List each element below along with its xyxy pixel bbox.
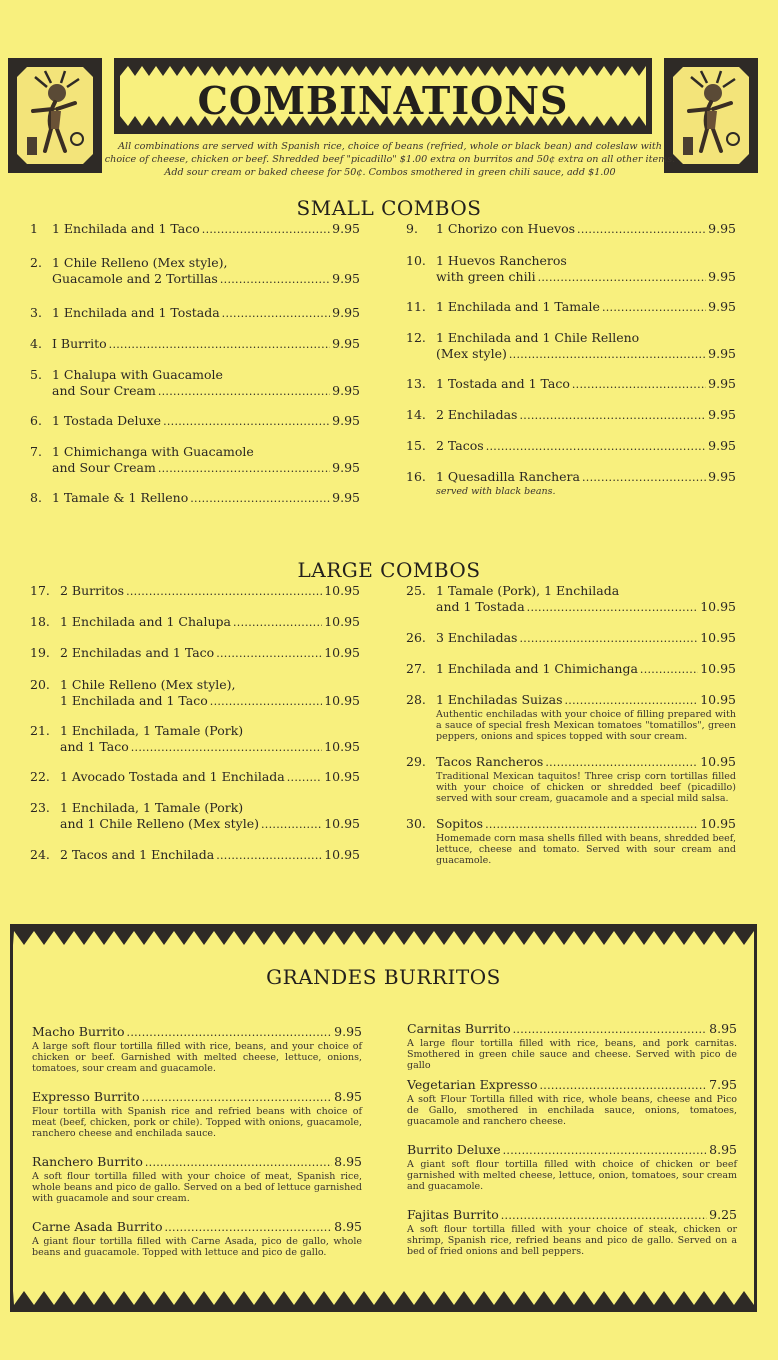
title-banner [114, 58, 652, 134]
item-name: and 1 Tostada [436, 599, 525, 614]
item-number: 29. [406, 754, 426, 769]
item-number: 16. [406, 469, 426, 484]
dot-leader [190, 490, 330, 507]
item-number: 21. [30, 723, 50, 738]
item-name: 1 Tostada and 1 Taco [436, 376, 570, 391]
item-name: 1 Chorizo con Huevos [436, 221, 576, 236]
menu-item [30, 413, 360, 430]
item-price: 9.95 [708, 221, 736, 236]
dot-leader [109, 336, 331, 353]
item-description: Homemade corn masa shells filled with beans, shredded beef, lettuce, cheese and tomato. Served with sour cream and guacamole. [436, 833, 736, 866]
menu-item [30, 677, 360, 710]
menu-item [406, 330, 736, 363]
item-price: 9.95 [708, 299, 736, 314]
item-number: 4. [30, 336, 42, 351]
dot-leader [202, 221, 330, 238]
section-title-large-combos: LARGE COMBOS [297, 558, 481, 582]
menu-item [406, 630, 736, 647]
intro-text [100, 140, 680, 179]
item-price: 9.95 [708, 438, 736, 453]
item-number: 28. [406, 692, 426, 707]
item-price: 9.95 [708, 407, 736, 422]
item-price: 10.95 [324, 816, 360, 831]
dot-leader [210, 693, 322, 710]
burrito-price: 8.95 [334, 1219, 362, 1234]
item-number: 11. [406, 299, 426, 314]
dot-leader [577, 221, 706, 238]
dot-leader [509, 346, 706, 363]
item-number: 27. [406, 661, 426, 676]
item-price: 10.95 [324, 847, 360, 862]
item-name: 1 Enchilada and 1 Chimichanga [436, 661, 638, 676]
item-name: 1 Enchilada and 1 Tostada [52, 305, 220, 320]
burrito-price: 9.25 [709, 1207, 737, 1222]
item-number: 9. [406, 221, 418, 236]
item-note: served with black beans. [436, 486, 556, 497]
item-name: 1 Tamale (Pork), 1 Enchilada [436, 583, 620, 598]
burrito-item [407, 1077, 737, 1127]
dot-leader [233, 614, 322, 631]
item-price: 9.95 [708, 269, 736, 284]
menu-item [30, 800, 360, 833]
burrito-name: Ranchero Burrito [32, 1154, 143, 1169]
burrito-name: Carne Asada Burrito [32, 1219, 163, 1234]
burrito-description: A giant flour tortilla filled with Carne Asada, pico de gallo, whole beans and guacamole. Topped with lettuce and pico de gallo. [32, 1236, 362, 1258]
item-price: 9.95 [708, 376, 736, 391]
menu-item [30, 444, 360, 477]
burrito-price: 8.95 [709, 1021, 737, 1036]
item-name: 1 Chalupa with Guacamole [52, 367, 223, 382]
item-price: 10.95 [324, 739, 360, 754]
item-name: 2 Tacos and 1 Enchilada [60, 847, 215, 862]
dot-leader [220, 271, 330, 288]
item-number: 18. [30, 614, 50, 629]
burrito-item [32, 1024, 362, 1074]
item-name: 3 Enchiladas [436, 630, 518, 645]
menu-item [406, 469, 736, 497]
burrito-description: A large soft flour tortilla filled with rice, beans, and your choice of chicken or beef. Garnished with melted cheese, lettuce, onions, tomatoes, sour cream and guacamole. [32, 1041, 362, 1074]
item-name: 1 Enchilada and 1 Taco [60, 693, 208, 708]
item-number: 12. [406, 330, 426, 345]
item-name: 1 Enchilada and 1 Tamale [436, 299, 600, 314]
item-number: 8. [30, 490, 42, 505]
menu-item [30, 255, 360, 288]
burrito-description: Flour tortilla with Spanish rice and refried beans with choice of meat (beef, chicken, pork or chile). Topped with onions, guacamole, ranchero cheese and enchilada sauce. [32, 1106, 362, 1139]
item-price: 9.95 [332, 271, 360, 286]
burrito-description: A large flour tortilla filled with rice, beans, and pork carnitas. Smothered in green chile sauce and cheese. Served with pico de gallo [407, 1038, 737, 1071]
item-number: 2. [30, 255, 42, 270]
dot-leader [216, 847, 322, 864]
item-description: Traditional Mexican taquitos! Three crisp corn tortillas filled with your choice of chicken or shredded beef (picadillo) served with sour cream, guacamole and a special mild salsa. [436, 771, 736, 804]
menu-item [406, 438, 736, 455]
item-name: and 1 Chile Relleno (Mex style) [60, 816, 260, 831]
burrito-item [407, 1207, 737, 1257]
menu-item [406, 583, 736, 616]
menu-item [30, 847, 360, 864]
menu-item [406, 253, 736, 286]
burrito-description: A giant soft flour tortilla filled with choice of chicken or beef garnished with melted cheese, lettuce, onion, tomatoes, sour cream and guacamole. [407, 1159, 737, 1192]
menu-item [406, 376, 736, 393]
dot-leader [127, 1024, 333, 1041]
burrito-price: 8.95 [334, 1154, 362, 1169]
item-number: 5. [30, 367, 42, 382]
burrito-name: Macho Burrito [32, 1024, 125, 1039]
dot-leader [527, 599, 699, 616]
burrito-name: Carnitas Burrito [407, 1021, 511, 1036]
item-number: 30. [406, 816, 426, 831]
item-name: (Mex style) [436, 346, 507, 361]
item-name: with green chili [436, 269, 536, 284]
item-price: 9.95 [708, 346, 736, 361]
menu-item [406, 754, 736, 804]
item-price: 9.95 [332, 221, 360, 236]
dot-leader [126, 583, 322, 600]
item-price: 10.95 [700, 661, 736, 676]
menu-item [30, 769, 360, 786]
item-price: 9.95 [332, 336, 360, 351]
dot-leader [485, 816, 698, 833]
menu-item [30, 305, 360, 322]
item-price: 10.95 [324, 693, 360, 708]
item-description: Authentic enchiladas with your choice of filling prepared with a sauce of special fresh Mexican tomatoes "tomatillos", green peppers, onions and spices topped with sour cream. [436, 709, 736, 742]
burrito-description: A soft flour tortilla filled with your choice of steak, chicken or shrimp, Spanish rice, refried beans and pico de gallo. Served on a bed of fried onions and bell peppers. [407, 1224, 737, 1257]
item-name: 1 Enchiladas Suizas [436, 692, 563, 707]
burrito-name: Vegetarian Expresso [407, 1077, 538, 1092]
item-number: 10. [406, 253, 426, 268]
dot-leader [538, 269, 707, 286]
dot-leader [164, 1219, 332, 1236]
burrito-item [32, 1089, 362, 1139]
item-name: 1 Huevos Rancheros [436, 253, 567, 268]
item-number: 17. [30, 583, 50, 598]
grandes-burritos-box [10, 924, 757, 1312]
item-name: 1 Chimichanga with Guacamole [52, 444, 254, 459]
dot-leader [142, 1089, 333, 1106]
item-price: 10.95 [324, 583, 360, 598]
item-name: 1 Quesadilla Ranchera [436, 469, 580, 484]
menu-item [406, 816, 736, 866]
item-name: Guacamole and 2 Tortillas [52, 271, 218, 286]
menu-item [406, 692, 736, 742]
item-price: 9.95 [332, 490, 360, 505]
burrito-name: Expresso Burrito [32, 1089, 140, 1104]
item-number: 6. [30, 413, 42, 428]
menu-item [30, 723, 360, 756]
zigzag-border-bottom [120, 116, 646, 128]
intro-line: All combinations are served with Spanish rice, choice of beans (refried, whole or black bean) and coleslaw with [118, 141, 662, 152]
burrito-price: 8.95 [709, 1142, 737, 1157]
item-name: 1 Tamale & 1 Relleno [52, 490, 189, 505]
aztec-figure-icon [8, 58, 102, 173]
item-price: 9.95 [332, 305, 360, 320]
item-price: 10.95 [700, 754, 736, 769]
item-name: 2 Burritos [60, 583, 125, 598]
item-price: 9.95 [332, 383, 360, 398]
dot-leader [540, 1077, 708, 1094]
dot-leader [602, 299, 706, 316]
item-name: I Burrito [52, 336, 107, 351]
menu-item [30, 614, 360, 631]
dot-leader [565, 692, 699, 709]
item-name: 1 Enchilada and 1 Chalupa [60, 614, 232, 629]
zigzag-border-top [120, 64, 646, 76]
item-price: 10.95 [700, 816, 736, 831]
dot-leader [145, 1154, 332, 1171]
section-title-small-combos: SMALL COMBOS [296, 196, 482, 220]
item-price: 10.95 [700, 599, 736, 614]
dot-leader [131, 739, 322, 756]
dot-leader [572, 376, 706, 393]
item-name: and Sour Cream [52, 460, 156, 475]
item-name: 2 Enchiladas and 1 Taco [60, 645, 215, 660]
dot-leader [287, 769, 322, 786]
item-price: 9.95 [332, 413, 360, 428]
item-name: 1 Enchilada and 1 Taco [52, 221, 200, 236]
dot-leader [158, 460, 330, 477]
item-number: 24. [30, 847, 50, 862]
section-title-grandes-burritos: GRANDES BURRITOS [266, 965, 501, 989]
burrito-price: 9.95 [334, 1024, 362, 1039]
item-price: 10.95 [324, 614, 360, 629]
item-name: and 1 Taco [60, 739, 129, 754]
dot-leader [519, 630, 698, 647]
item-price: 10.95 [324, 769, 360, 784]
menu-item [30, 583, 360, 600]
dot-leader [545, 754, 698, 771]
item-name: 1 Tostada Deluxe [52, 413, 162, 428]
item-number: 14. [406, 407, 426, 422]
item-price: 9.95 [332, 460, 360, 475]
item-number: 23. [30, 800, 50, 815]
item-number: 20. [30, 677, 50, 692]
intro-line: Add sour cream or baked cheese for 50¢. Combos smothered in green chili sauce, add $1.00 [164, 167, 616, 178]
item-number: 25. [406, 583, 426, 598]
item-number: 15. [406, 438, 426, 453]
intro-line: choice of cheese, chicken or beef. Shredded beef "picadillo" $1.00 extra on burritos and 50¢ extra on all other items. [104, 154, 676, 165]
item-price: 10.95 [700, 692, 736, 707]
burrito-name: Burrito Deluxe [407, 1142, 501, 1157]
dot-leader [216, 645, 322, 662]
menu-item [30, 490, 360, 507]
menu-item [30, 367, 360, 400]
zigzag-border-bottom [13, 1289, 754, 1309]
item-price: 10.95 [700, 630, 736, 645]
menu-item [30, 221, 360, 238]
menu-item [406, 221, 736, 238]
item-name: 1 Avocado Tostada and 1 Enchilada [60, 769, 285, 784]
burrito-description: A soft flour tortilla filled with your choice of meat, Spanish rice, whole beans and pico de gallo. Served on a bed of lettuce garnished with guacamole and sour cream. [32, 1171, 362, 1204]
burrito-price: 8.95 [334, 1089, 362, 1104]
item-name: 1 Enchilada and 1 Chile Relleno [436, 330, 640, 345]
menu-item [406, 661, 736, 678]
item-number: 19. [30, 645, 50, 660]
burrito-item [407, 1142, 737, 1192]
item-name: 1 Enchilada, 1 Tamale (Pork) [60, 800, 244, 815]
burrito-price: 7.95 [709, 1077, 737, 1092]
dot-leader [486, 438, 706, 455]
item-number: 13. [406, 376, 426, 391]
dot-leader [513, 1021, 708, 1038]
item-name: Sopitos [436, 816, 484, 831]
menu-item [30, 336, 360, 353]
item-name: 2 Tacos [436, 438, 484, 453]
burrito-item [32, 1154, 362, 1204]
item-name: 1 Enchilada, 1 Tamale (Pork) [60, 723, 244, 738]
burrito-item [32, 1219, 362, 1258]
item-number: 26. [406, 630, 426, 645]
burrito-name: Fajitas Burrito [407, 1207, 499, 1222]
dot-leader [503, 1142, 708, 1159]
item-number: 1 [30, 221, 38, 236]
item-number: 22. [30, 769, 50, 784]
item-name: 1 Chile Relleno (Mex style), [52, 255, 228, 270]
burrito-description: A soft Flour Tortilla filled with rice, whole beans, cheese and Pico de Gallo, smothered in enchilada sauce, onions, tomatoes, guacamole and ranchero cheese. [407, 1094, 737, 1127]
item-price: 9.95 [708, 469, 736, 484]
item-name: and Sour Cream [52, 383, 156, 398]
dot-leader [158, 383, 330, 400]
page-title: COMBINATIONS [197, 78, 569, 123]
dot-leader [582, 469, 706, 486]
menu-item [406, 407, 736, 424]
dot-leader [163, 413, 330, 430]
dot-leader [222, 305, 330, 322]
item-name: Tacos Rancheros [436, 754, 544, 769]
item-name: 2 Enchiladas [436, 407, 518, 422]
dot-leader [261, 816, 322, 833]
item-number: 7. [30, 444, 42, 459]
item-price: 10.95 [324, 645, 360, 660]
menu-item [406, 299, 736, 316]
zigzag-border-top [13, 927, 754, 947]
dot-leader [501, 1207, 707, 1224]
item-number: 3. [30, 305, 42, 320]
menu-item [30, 645, 360, 662]
dot-leader [640, 661, 698, 678]
dot-leader [519, 407, 706, 424]
item-name: 1 Chile Relleno (Mex style), [60, 677, 236, 692]
burrito-item [407, 1021, 737, 1071]
